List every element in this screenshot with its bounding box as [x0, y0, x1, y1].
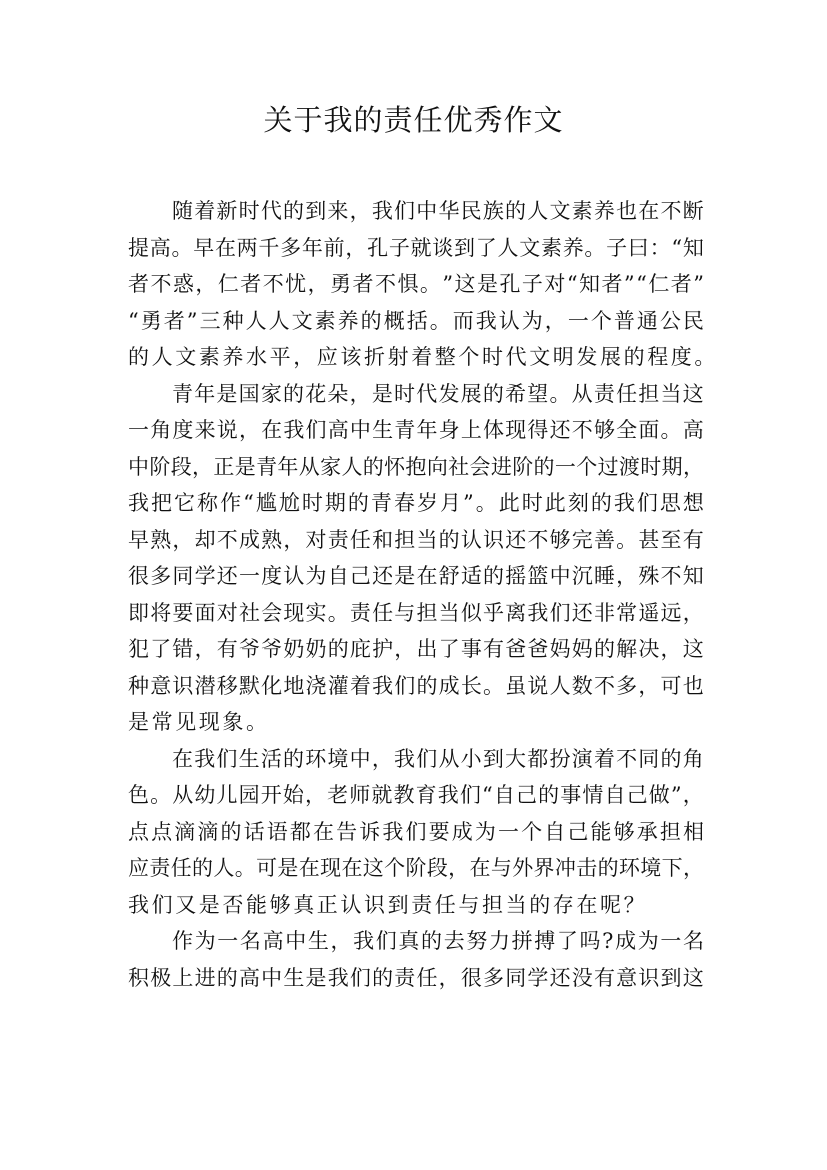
text-line: 点 点 滴 滴 的 话 语 都 在 告 诉 我 们 要 成 为 一 个 自 己 能 够 承 担 相 [128, 819, 704, 844]
text-line: 很 多 同 学 还 一 度 认 为 自 己 还 是 在 舒 适 的 摇 篮 中 沉 睡 ， 殊 不 知 [128, 564, 704, 588]
text-line: 提 高 。 早 在 两 千 多 年 前 ， 孔 子 就 谈 到 了 人 文 素 养 。 子 曰 ： “ 知 [128, 235, 704, 260]
text-line: 犯 了 错 ， 有 爷 爷 奶 奶 的 庇 护 ， 出 了 事 有 爸 爸 妈 妈 的 解 决 ， 这 [128, 637, 704, 661]
text-line: 应 责 任 的 人 。 可 是 在 现 在 这 个 阶 段 ， 在 与 外 界 冲 击 的 环 境 下 ， [128, 856, 704, 880]
text-line: 种 意 识 潜 移 默 化 地 浇 灌 着 我 们 的 成 长 。 虽 说 人 数 不 多 ， 可 也 [128, 673, 704, 698]
document-body [128, 193, 718, 996]
text-line: 早 熟 ， 却 不 成 熟 ， 对 责 任 和 担 当 的 认 识 还 不 够 完 善 。 甚 至 有 [128, 527, 704, 552]
text-line: 色 。 从 幼 儿 园 开 始 ， 老 师 就 教 育 我 们 “ 自 己 的 事 情 自 己 做 ” ， [128, 783, 704, 807]
text-line: 即 将 要 面 对 社 会 现 实 。 责 任 与 担 当 似 乎 离 我 们 还 非 常 遥 远 ， [128, 600, 704, 625]
text-line: 积 极 上 进 的 高 中 生 是 我 们 的 责 任 ， 很 多 同 学 还 没 有 意 识 到 这 [128, 965, 704, 990]
text-line: 我们又是否能够真正认识到责任与担当的存在呢？ [128, 892, 648, 917]
paragraph-3 [128, 741, 704, 924]
text-line: 青 年 是 国 家 的 花 朵 ， 是 时 代 发 展 的 希 望 。 从 责 任 担 当 这 [172, 381, 704, 406]
text-line: 的人文素养水平，应该折射着整个时代文明发展的程度。 [128, 345, 718, 369]
text-line: 随 着 新 时 代 的 到 来 ， 我 们 中 华 民 族 的 人 文 素 养 也 在 不 断 [172, 199, 704, 223]
text-line: “ 勇 者 ” 三 种 人 人 文 素 养 的 概 括 。 而 我 认 为 ， 一 个 普 通 公 民 [128, 308, 704, 333]
text-line: 是常见现象。 [128, 710, 270, 734]
text-line: 一 角 度 来 说 ， 在 我 们 高 中 生 青 年 身 上 体 现 得 还 不 够 全 面 。 高 [128, 418, 704, 442]
text-line: 作 为 一 名 高 中 生 ， 我 们 真 的 去 努 力 拼 搏 了 吗 ? 成 为 一 名 [172, 929, 704, 953]
text-line: 我 把 它 称 作 “ 尴 尬 时 期 的 青 春 岁 月 ” 。 此 时 此 刻 的 我 们 思 想 [128, 491, 704, 515]
document-title: 关于我的责任优秀作文 [263, 103, 564, 137]
paragraph-2 [128, 376, 704, 741]
paragraph-1 [128, 193, 718, 376]
text-line: 在 我 们 生 活 的 环 境 中 ， 我 们 从 小 到 大 都 扮 演 着 不 同 的 角 [172, 746, 704, 771]
text-line: 中 阶 段 ， 正 是 青 年 从 家 人 的 怀 抱 向 社 会 进 阶 的 一 个 过 渡 时 期 ， [128, 454, 704, 479]
text-line: 者 不 惑 ， 仁 者 不 忧 ， 勇 者 不 惧 。 ” 这 是 孔 子 对 “ 知 者 ” “ 仁 者 ” [128, 272, 704, 296]
paragraph-4 [128, 923, 704, 996]
